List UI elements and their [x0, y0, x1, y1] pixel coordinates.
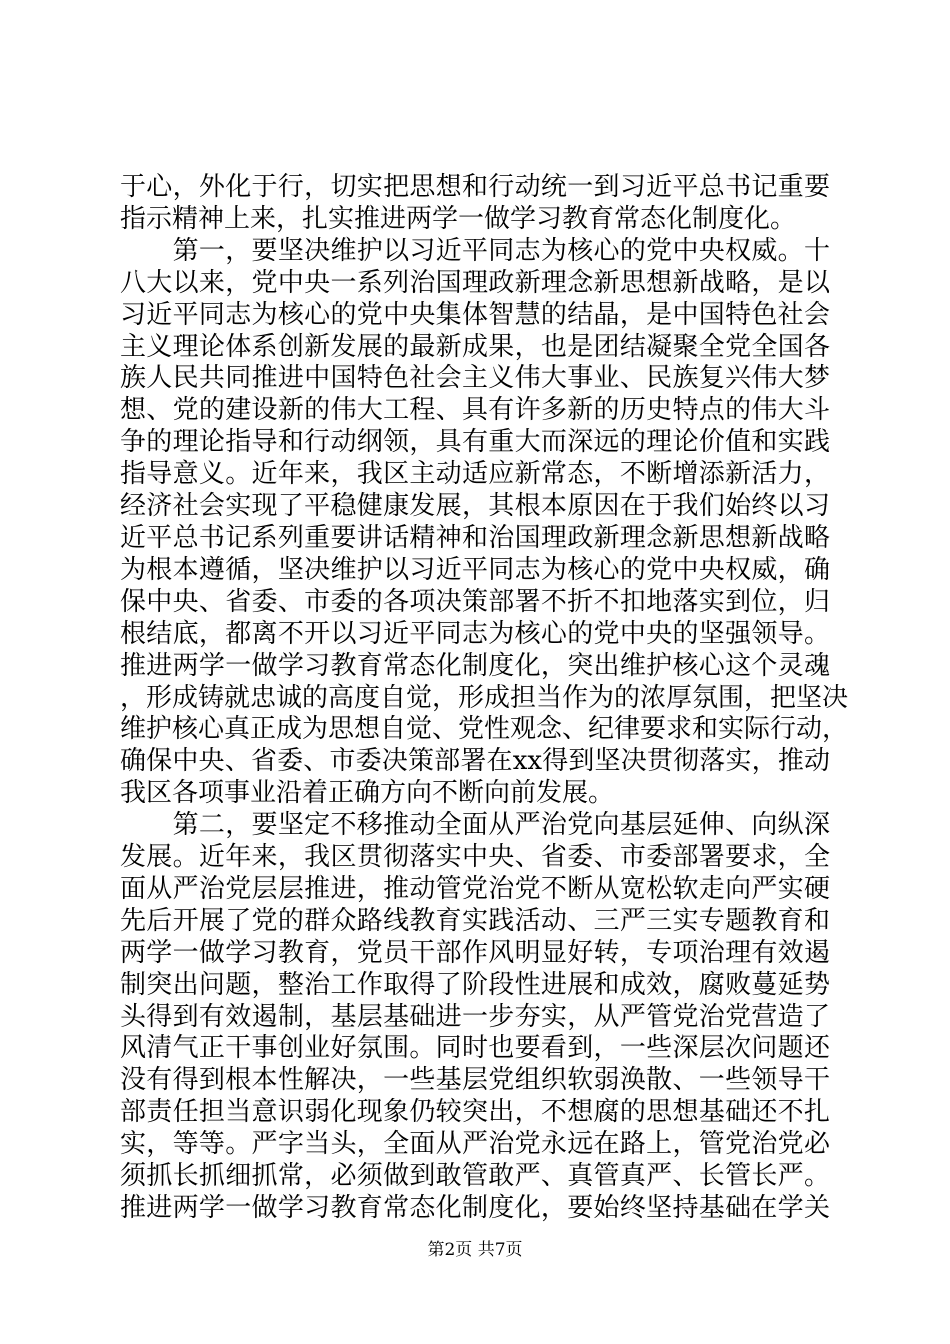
text-line: 先后开展了党的群众路线教育实践活动、三严三实专题教育和	[120, 905, 830, 936]
text-line: 实，等等。严字当头，全面从严治党永远在路上，管党治党必	[120, 1129, 830, 1160]
text-line: 风清气正干事创业好氛围。同时也要看到，一些深层次问题还	[120, 1033, 830, 1064]
text-line: 经济社会实现了平稳健康发展，其根本原因在于我们始终以习	[120, 491, 830, 522]
text-line: ，形成铸就忠诚的高度自觉，形成担当作为的浓厚氛围，把坚决	[120, 682, 849, 713]
text-line: 根结底，都离不开以习近平同志为核心的党中央的坚强领导。	[120, 618, 830, 649]
text-line: 近平总书记系列重要讲话精神和治国理政新理念新思想新战略	[120, 522, 830, 553]
text-line: 两学一做学习教育，党员干部作风明显好转，专项治理有效遏	[120, 937, 830, 968]
text-line: 八大以来，党中央一系列治国理政新理念新思想新战略，是以	[120, 267, 830, 298]
text-line: 须抓长抓细抓常，必须做到敢管敢严、真管真严、长管长严。	[120, 1161, 830, 1192]
text-line: 族人民共同推进中国特色社会主义伟大事业、民族复兴伟大梦	[120, 363, 830, 394]
text-line: 部责任担当意识弱化现象仍较突出，不想腐的思想基础还不扎	[120, 1097, 830, 1128]
text-line: 主义理论体系创新发展的最新成果，也是团结凝聚全党全国各	[120, 331, 830, 362]
text-line: 第一，要坚决维护以习近平同志为核心的党中央权威。十	[120, 235, 830, 266]
text-line: 面从严治党层层推进，推动管党治党不断从宽松软走向严实硬	[120, 873, 830, 904]
page-footer: 第2页 共7页	[427, 1240, 523, 1260]
text-line: 没有得到根本性解决，一些基层党组织软弱涣散、一些领导干	[120, 1065, 830, 1096]
text-line: 第二，要坚定不移推动全面从严治党向基层延伸、向纵深	[120, 810, 830, 841]
text-line: 我区各项事业沿着正确方向不断向前发展。	[120, 778, 615, 809]
text-line: 为根本遵循，坚决维护以习近平同志为核心的党中央权威，确	[120, 554, 830, 585]
text-line: 确保中央、省委、市委决策部署在xx得到坚决贯彻落实，推动	[120, 746, 830, 777]
text-line: 习近平同志为核心的党中央集体智慧的结晶，是中国特色社会	[120, 299, 830, 330]
text-line: 制突出问题，整治工作取得了阶段性进展和成效，腐败蔓延势	[120, 969, 830, 1000]
text-line: 指示精神上来，扎实推进两学一做学习教育常态化制度化。	[120, 203, 797, 234]
text-line: 维护核心真正成为思想自觉、党性观念、纪律要求和实际行动，	[120, 714, 849, 745]
text-line: 保中央、省委、市委的各项决策部署不折不扣地落实到位，归	[120, 586, 830, 617]
text-line: 于心，外化于行，切实把思想和行动统一到习近平总书记重要	[120, 172, 830, 202]
text-line: 想、党的建设新的伟大工程、具有许多新的历史特点的伟大斗	[120, 395, 830, 426]
text-line: 头得到有效遏制，基层基础进一步夯实，从严管党治党营造了	[120, 1001, 830, 1032]
text-line: 推进两学一做学习教育常态化制度化，突出维护核心这个灵魂	[120, 650, 830, 681]
text-line: 指导意义。近年来，我区主动适应新常态，不断增添新活力，	[120, 459, 830, 490]
text-line: 争的理论指导和行动纲领，具有重大而深远的理论价值和实践	[120, 427, 830, 458]
text-line: 发展。近年来，我区贯彻落实中央、省委、市委部署要求，全	[120, 842, 830, 873]
text-line: 推进两学一做学习教育常态化制度化，要始终坚持基础在学关	[120, 1193, 830, 1223]
